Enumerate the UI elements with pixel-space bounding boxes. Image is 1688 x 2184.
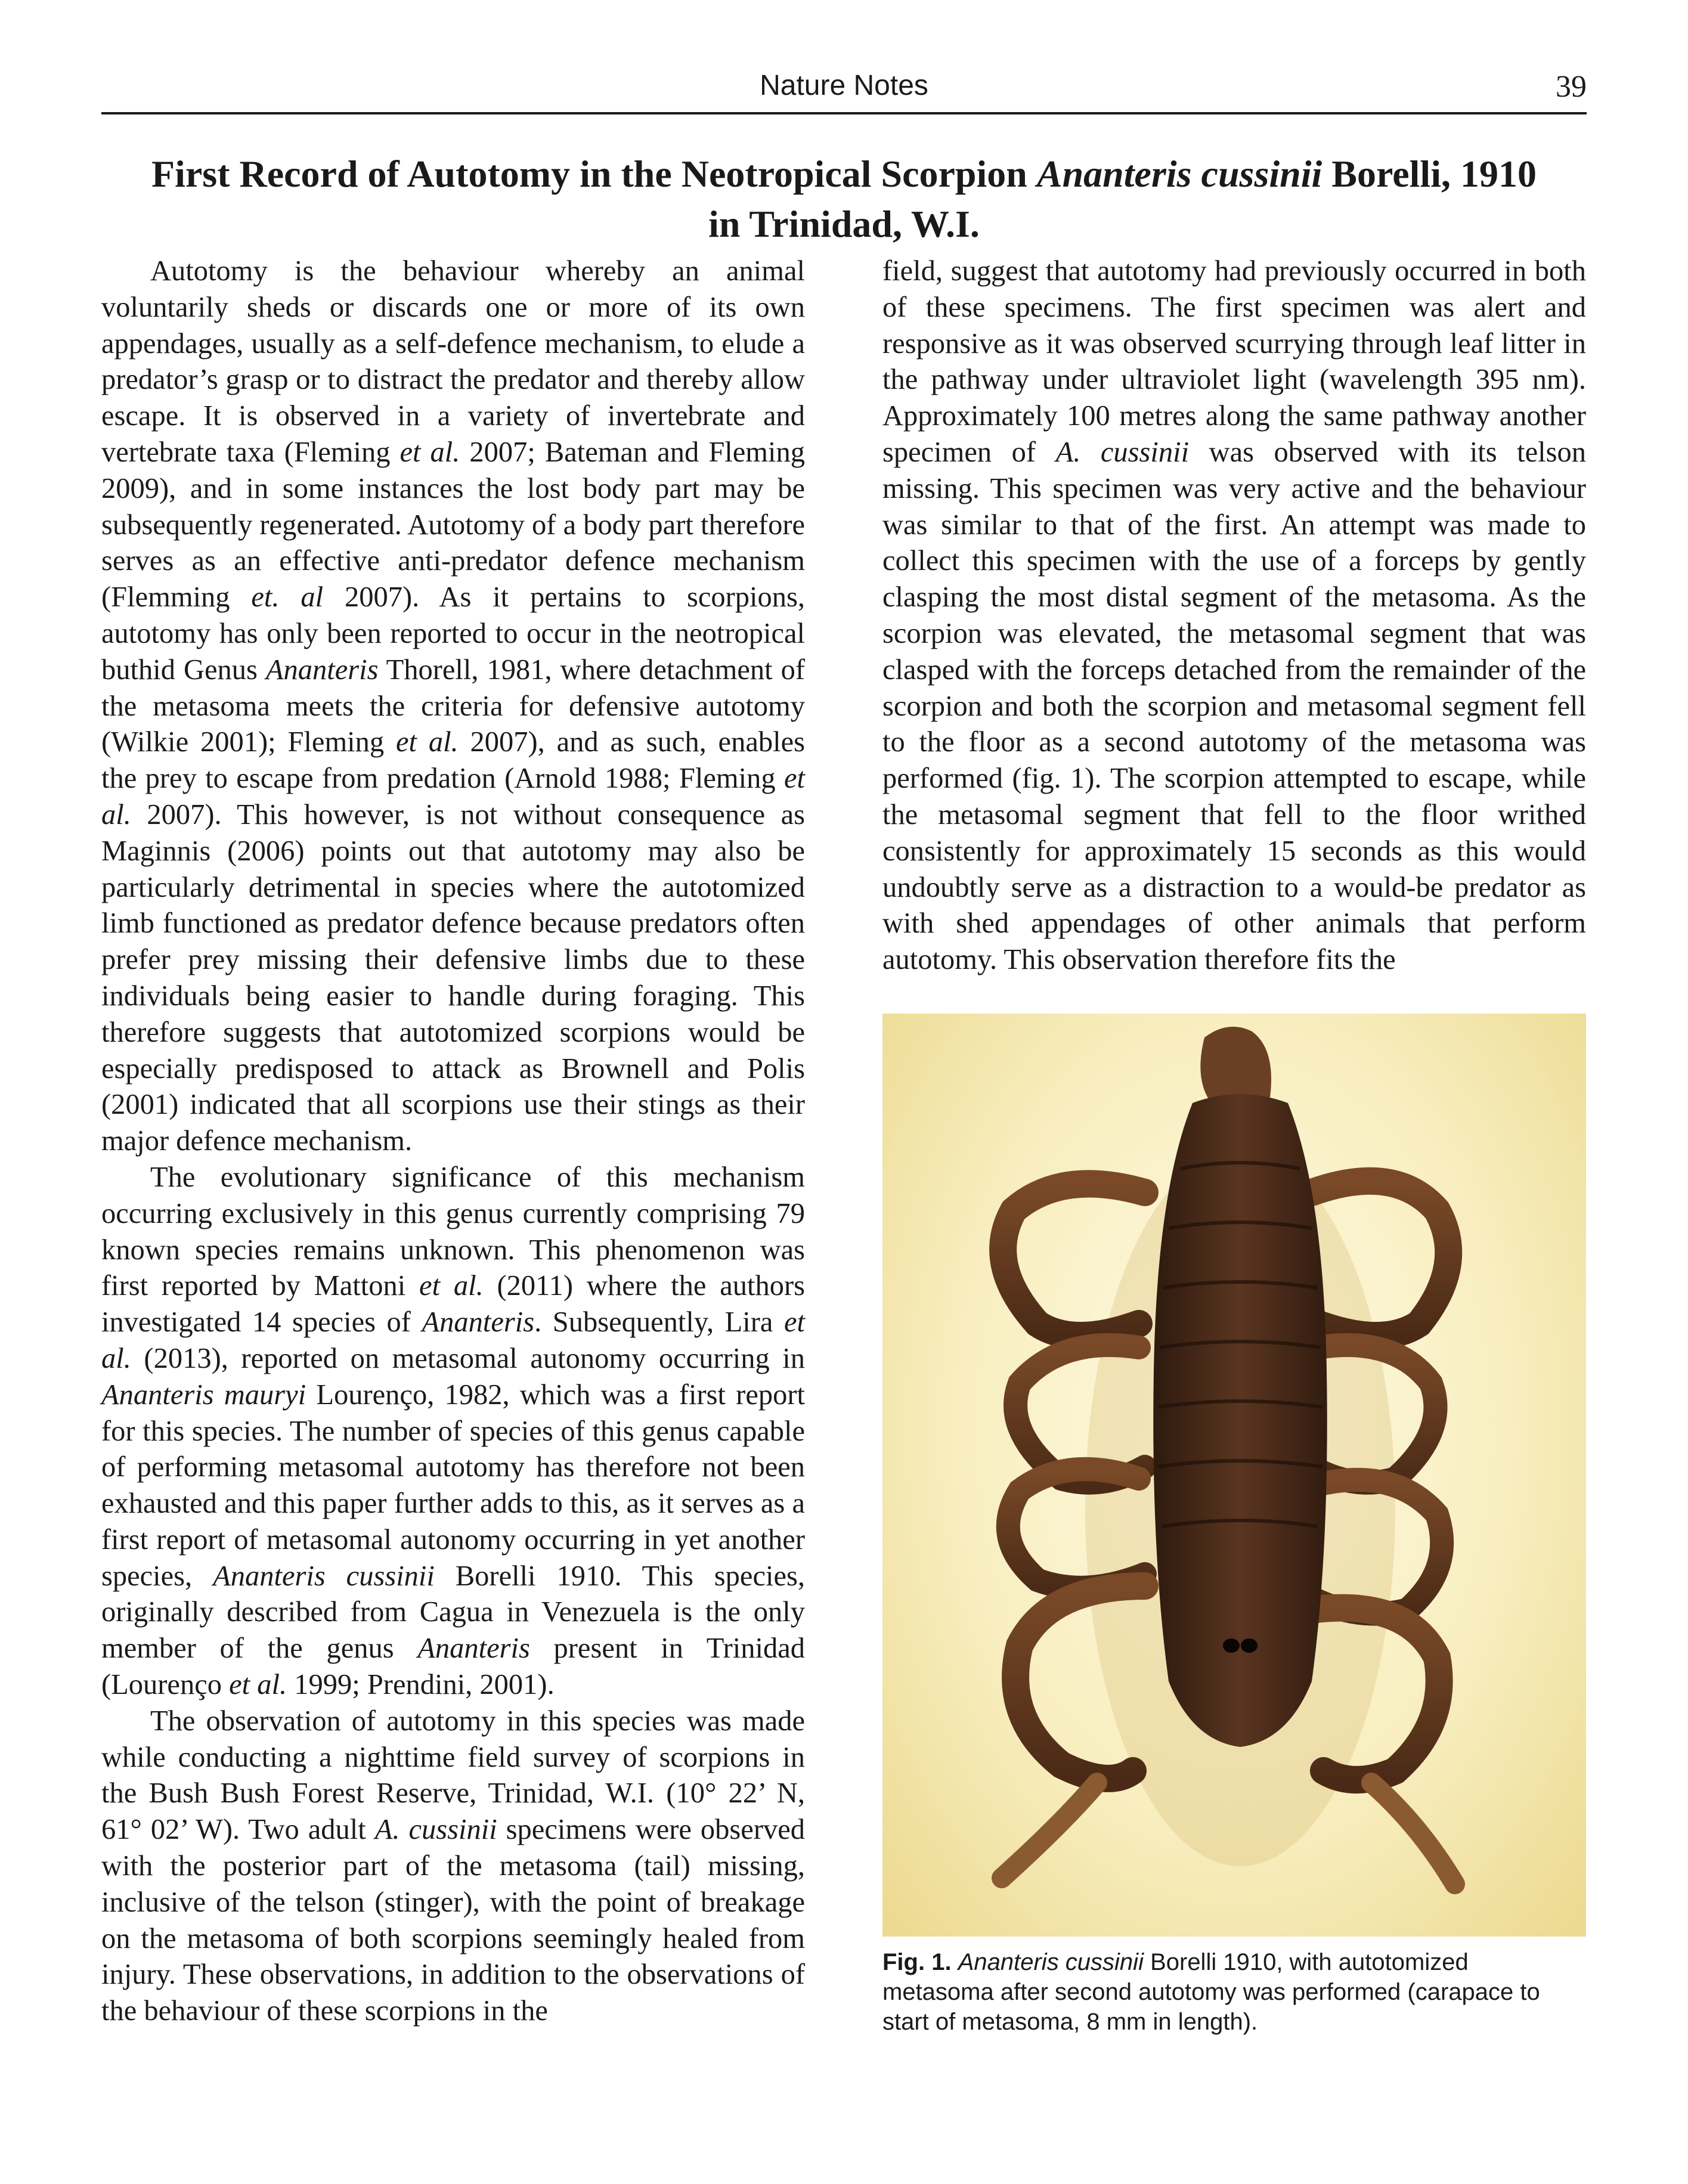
figure-label: Fig. 1. [882,1949,952,1975]
figure-species: Ananteris cussinii [958,1949,1144,1975]
text-run: present in Trinidad (Lourenço [101,1632,805,1701]
text-run: The evolutionary significance of this mechanism occurring exclusively in this genus currently comprising 79 known species remains unknown. This phenomenon was first reported by Mattoni [101,1161,805,1302]
text-run: Autotomy is the behaviour whereby an animal voluntarily sheds or discards one or more of its own appendages, usually as a self-defence mechanism, to elude a predator’s grasp or to distract the predator and thereby allow escape. It is observed in a variety of invertebrate and vertebrate taxa (Fleming [101,255,805,468]
title-species: Ananteris cussinii [1036,153,1322,195]
paragraph-4 [882,253,1586,978]
title-part2: Borelli, 1910 [1322,153,1537,195]
text-run: specimens were observed with the posterior part of the metasoma (tail) missing, inclusive of the telson (stinger), with the point of breakage on the metasoma of both scorpions seemingly healed from injury. These observations, in addition to the observations of the behaviour of these scorpions in the [101,1814,805,2027]
title-line2: in Trinidad, W.I. [708,203,980,245]
italic-run: Ananteris cussinii [213,1560,435,1592]
figure-caption [882,1947,1586,2037]
text-run: was observed with its telson missing. This specimen was very active and the behaviour was similar to that of the first. An attempt was made to collect this specimen with the use of a forceps by gently clasping the most distal segment of the metasoma. As the scorpion was elevated, the metasomal segment that was clasped with the forceps detached from the remainder of the scorpion and both the scorpion and metasomal segment fell to the floor as a second autotomy of the metasoma was performed (fig. 1). The scorpion attempted to escape, while the metasomal segment that fell to the floor writhed consistently for approximately 15 seconds as this would undoubtly serve as a distraction to a would-be predator as with shed appendages of other animals that perform autotomy. This observation therefore fits the [882,436,1586,976]
text-run: The observation of autotomy in this species was made while conducting a nighttime field survey of scorpions in the Bush Bush Forest Reserve, Trinidad, W.I. (10° 22’ N, 61° 02’ W). Two adult [101,1705,805,1846]
running-header [101,64,1587,114]
scorpion-photo [882,1014,1586,1937]
italic-run: et al. [399,436,460,468]
italic-run: Ananteris [422,1306,535,1339]
article-title [101,149,1587,249]
text-run: (2011) where the authors investigated 14 species of [101,1270,805,1339]
text-run: field, suggest that autotomy had previously occurred in both of these specimens. The first specimen was alert and responsive as it was observed scurrying through leaf litter in the pathway under ultraviolet light (wavelength 395 nm). Approximately 100 metres along the same pathway another specimen of [882,255,1586,468]
italic-run: Ananteris [417,1632,530,1665]
left-column [101,253,805,2030]
text-run: (2013), reported on metasomal autonomy occurring in [131,1342,805,1374]
italic-run: et al. [101,1306,805,1374]
page-number: 39 [1556,70,1587,104]
italic-run: Ananteris [265,653,379,686]
italic-run: et. al [251,581,324,614]
title-part1: First Record of Autotomy in the Neotropical Scorpion [151,153,1037,195]
italic-run: et al. [229,1669,287,1701]
text-run: Borelli 1910. This species, originally described from Cagua in Venezuela is the only member of the genus [101,1560,805,1665]
italic-run: A. cussinii [374,1814,497,1846]
text-run: 2007). As it pertains to scorpions, autotomy has only been reported to occur in the neotropical buthid Genus [101,581,805,686]
paragraph-3 [101,1703,805,2030]
text-run: 2007; Bateman and Fleming 2009), and in some instances the lost body part may be subsequently regenerated. Autotomy of a body part therefore serves as an effective anti-predator defence mechanism (Flemming [101,436,805,614]
figure-caption-text: Borelli 1910, with autotomized metasoma after second autotomy was performed (carapace to start of metasoma, 8 mm in length). [882,1949,1540,2035]
italic-run: A. cussinii [1055,436,1190,468]
paragraph-1 [101,253,805,1160]
italic-run: et al. [419,1270,484,1302]
italic-run: et al. [101,763,805,831]
text-run: 2007), and as such, enables the prey to escape from predation (Arnold 1988; Fleming [101,726,805,795]
text-run: 2007). This however, is not without consequence as Maginnis (2006) points out that autotomy may also be particularly detrimental in species where the autotomized limb functioned as predator defence because predators often prefer prey missing their defensive limbs due to these individuals being easier to handle during foraging. This therefore suggests that autotomized scorpions would be especially predisposed to attack as Brownell and Polis (2001) indicated that all scorpions use their stings as their major defence mechanism. [101,798,805,1157]
scorpion-illustration [882,1014,1586,1937]
right-column [882,253,1586,978]
section-title: Nature Notes [760,70,928,101]
text-run: Lourenço, 1982, which was a first report for this species. The number of species of this genus capable of performing metasomal autotomy has therefore not been exhausted and this paper further adds to this, as it serves as a first report of metasomal autonomy occurring in yet another species, [101,1378,805,1592]
italic-run: Ananteris mauryi [101,1378,306,1411]
text-run: . Subsequently, Lira [534,1306,784,1339]
text-run: 1999; Prendini, 2001). [287,1669,555,1701]
text-run: Thorell, 1981, where detachment of the metasoma meets the criteria for defensive autotomy (Wilkie 2001); Fleming [101,653,805,758]
paragraph-2 [101,1160,805,1703]
italic-run: et al. [395,726,459,758]
